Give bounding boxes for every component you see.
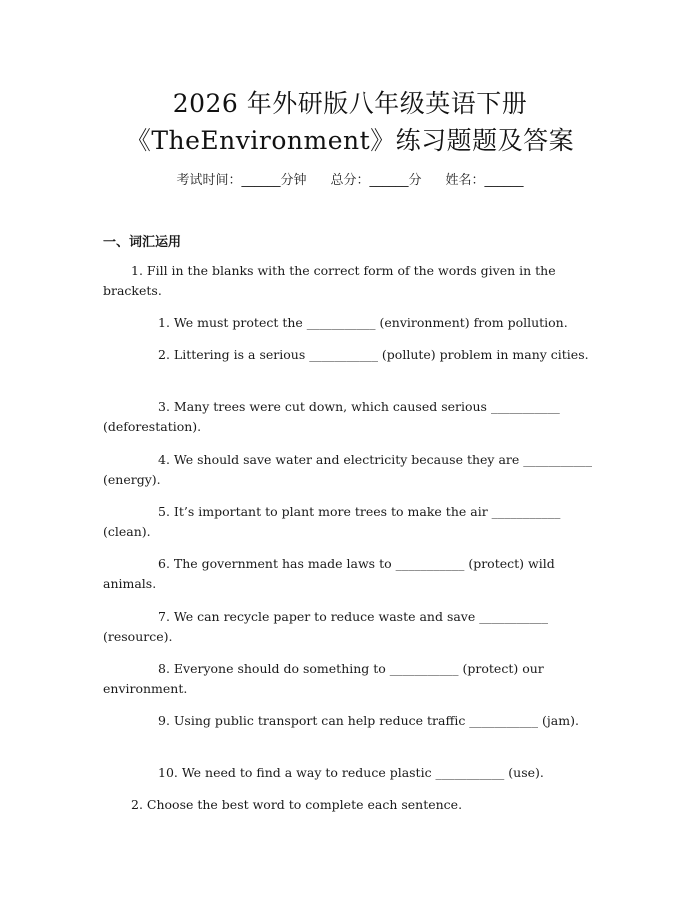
student-name-label: 姓名：______ (445, 173, 524, 188)
question-text: 3. Many trees were cut down, which caused serious ___________ (deforestation). (103, 399, 564, 434)
question-text: 7. We can recycle paper to reduce waste and save ___________ (resource). (103, 609, 552, 644)
question-text: 2. Littering is a serious ___________ (pollute) problem in many cities. (158, 347, 589, 362)
question-item (103, 607, 597, 647)
task1-instruction (103, 261, 597, 301)
question-item (103, 313, 597, 333)
total-score-label: 总分：______分 (330, 173, 422, 188)
document-title-line2: 《TheEnvironment》练习题题及答案 (125, 126, 575, 155)
question-text: 4. We should save water and electricity because they are ___________ (energy). (103, 452, 596, 487)
exam-time-label: 考试时间：______分钟 (176, 173, 307, 188)
document-title-line1: 2026 年外研版八年级英语下册 (172, 89, 528, 118)
question-item (103, 659, 597, 699)
section-heading: 一、词汇运用 (103, 235, 182, 250)
question-item (103, 397, 597, 437)
exam-info-line (0, 169, 700, 188)
task2-instruction-text: 2. Choose the best word to complete each sentence. (131, 797, 463, 812)
question-item (103, 554, 597, 594)
task2-instruction (103, 795, 597, 815)
question-text: 6. The government has made laws to ___________ (protect) wild animals. (103, 556, 559, 591)
question-text: 8. Everyone should do something to ___________ (protect) our environment. (103, 661, 548, 696)
question-item (103, 711, 597, 731)
question-item (103, 450, 597, 490)
question-text: 9. Using public transport can help reduce traffic ___________ (jam). (158, 713, 579, 728)
question-text: 1. We must protect the ___________ (environment) from pollution. (158, 315, 568, 330)
question-item (103, 345, 597, 365)
question-item (103, 763, 597, 783)
task1-instruction-text: 1. Fill in the blanks with the correct form of the words given in the brackets. (103, 263, 560, 298)
question-item (103, 502, 597, 542)
question-text: 10. We need to find a way to reduce plastic ___________ (use). (158, 765, 544, 780)
question-text: 5. It’s important to plant more trees to make the air ___________ (clean). (103, 504, 565, 539)
